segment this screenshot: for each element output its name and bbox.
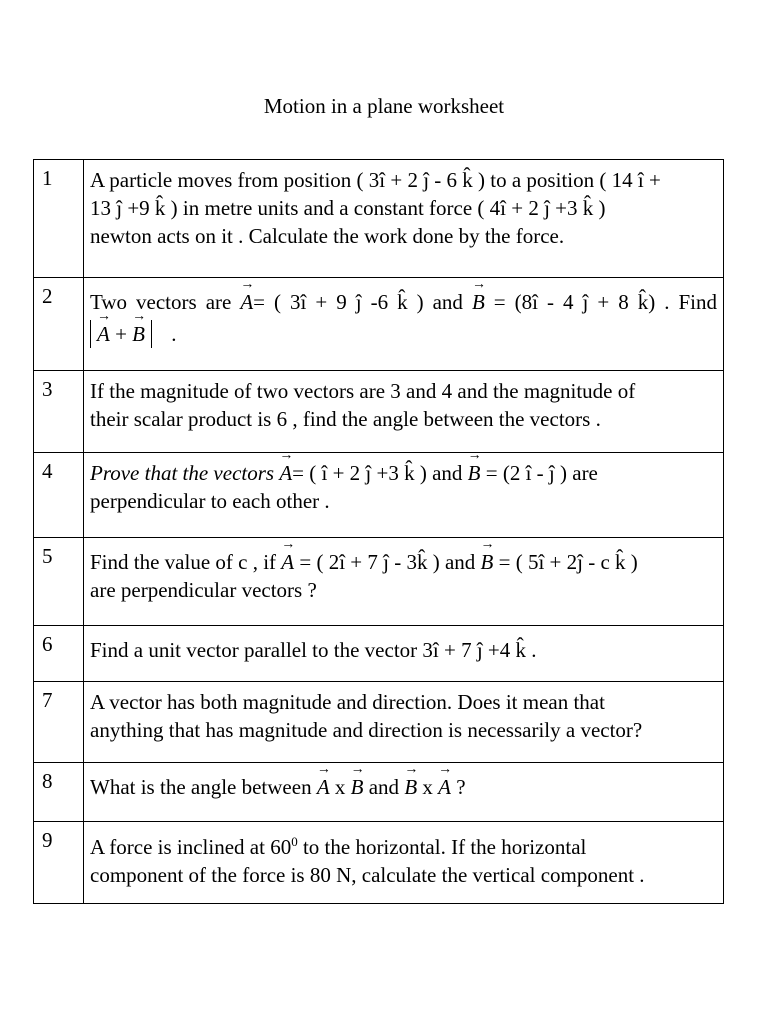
cross-sign: x xyxy=(422,775,433,799)
question-line: are perpendicular vectors ? xyxy=(90,578,317,602)
vector-a: → A xyxy=(240,288,253,316)
vector-b: → B xyxy=(404,773,417,801)
vector-b: → B xyxy=(468,459,481,487)
vector-b: → B xyxy=(351,773,364,801)
question-number: 4 xyxy=(34,453,84,538)
question-text xyxy=(84,453,724,538)
plus-sign: + xyxy=(115,322,127,346)
question-text xyxy=(84,763,724,822)
question-fragment: Prove that the vectors xyxy=(90,461,275,485)
question-number: 5 xyxy=(34,538,84,626)
question-fragment: = (2 î - ĵ ) are xyxy=(485,461,598,485)
question-line: If the magnitude of two vectors are 3 and 4 and the magnitude of xyxy=(90,379,636,403)
worksheet-title: Motion in a plane worksheet xyxy=(263,94,505,118)
question-fragment: Two vectors are xyxy=(90,290,232,314)
question-text xyxy=(84,160,724,278)
question-text xyxy=(84,371,724,453)
question-line: A vector has both magnitude and direction. Does it mean that xyxy=(90,690,605,714)
question-text xyxy=(84,822,724,904)
question-fragment: . xyxy=(171,322,177,346)
vector-b: → B xyxy=(132,322,145,346)
question-number: 1 xyxy=(34,160,84,278)
vector-a: → A xyxy=(317,773,330,801)
question-number: 8 xyxy=(34,763,84,822)
question-fragment: and xyxy=(368,775,400,799)
cross-sign: x xyxy=(334,775,346,799)
question-number: 2 xyxy=(34,278,84,371)
vector-a: → A xyxy=(281,548,294,576)
question-fragment: = ( 2î + 7 ĵ - 3k̂ ) and xyxy=(294,550,476,574)
table-row xyxy=(34,626,724,682)
vector-b: → B xyxy=(481,548,494,576)
magnitude-expression xyxy=(90,320,152,348)
question-fragment: = ( 3î + 9 ĵ -6 k̂ ) and xyxy=(253,290,463,314)
table-row xyxy=(34,538,724,626)
question-fragment: = (8î - 4 ĵ + 8 k̂) . Find xyxy=(493,290,717,314)
question-line: their scalar product is 6 , find the angle between the vectors . xyxy=(90,407,601,431)
question-line xyxy=(90,459,717,487)
vector-a: → A xyxy=(438,773,451,801)
table-row xyxy=(34,278,724,371)
question-line: component of the force is 80 N, calculate the vertical component . xyxy=(90,863,645,887)
question-line: 13 ĵ +9 k̂ ) in metre units and a constant force ( 4î + 2 ĵ +3 k̂ ) xyxy=(90,196,606,220)
question-line: anything that has magnitude and direction is necessarily a vector? xyxy=(90,718,643,742)
question-number: 6 xyxy=(34,626,84,682)
vector-a: → A xyxy=(97,322,110,346)
question-line xyxy=(90,548,717,576)
question-fragment: ? xyxy=(456,775,466,799)
question-fragment: to the horizontal. If the horizontal xyxy=(297,835,587,859)
question-fragment: = ( 5î + 2ĵ - c k̂ ) xyxy=(493,550,638,574)
question-line: Find a unit vector parallel to the vector 3î + 7 ĵ +4 k̂ . xyxy=(90,638,537,662)
question-line xyxy=(90,773,717,801)
question-text xyxy=(84,538,724,626)
question-number: 9 xyxy=(34,822,84,904)
table-row xyxy=(34,822,724,904)
question-line xyxy=(90,288,717,316)
vector-a: → A xyxy=(279,459,292,487)
table-row xyxy=(34,371,724,453)
vector-b: → B xyxy=(472,288,485,316)
table-row xyxy=(34,682,724,763)
question-line: newton acts on it . Calculate the work done by the force. xyxy=(90,224,565,248)
question-text xyxy=(84,278,724,371)
table-row xyxy=(34,763,724,822)
question-fragment: = ( î + 2 ĵ +3 k̂ ) and xyxy=(292,461,463,485)
question-text xyxy=(84,682,724,763)
question-line xyxy=(90,828,717,861)
table-row xyxy=(34,160,724,278)
question-line: perpendicular to each other . xyxy=(90,489,330,513)
question-fragment: Find the value of c , if xyxy=(90,550,277,574)
question-line: A particle moves from position ( 3î + 2 ĵ - 6 k̂ ) to a position ( 14 î + xyxy=(90,168,661,192)
question-line xyxy=(90,320,717,348)
question-fragment: A force is inclined at 60 xyxy=(90,835,292,859)
question-number: 7 xyxy=(34,682,84,763)
degree-superscript: 0 xyxy=(291,834,298,849)
questions-table xyxy=(33,159,724,904)
question-fragment: What is the angle between xyxy=(90,775,312,799)
table-row xyxy=(34,453,724,538)
question-text xyxy=(84,626,724,682)
question-number: 3 xyxy=(34,371,84,453)
